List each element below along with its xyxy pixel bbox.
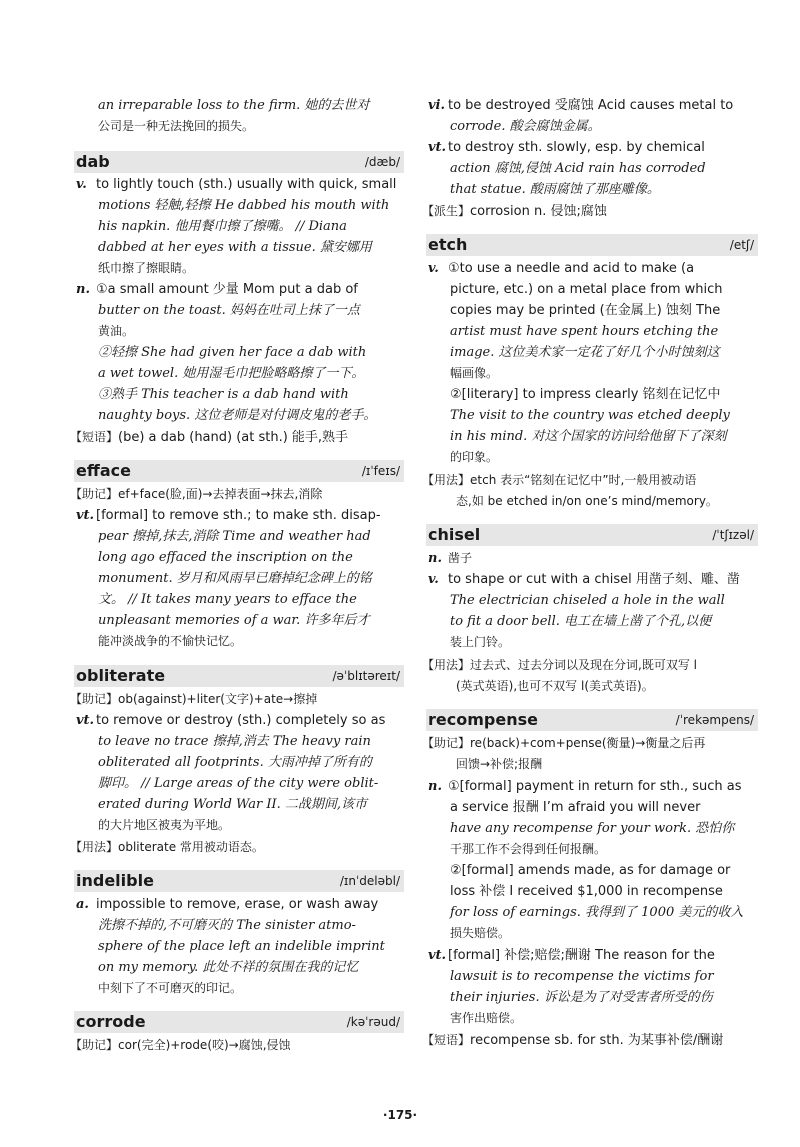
mnemonic-line: 【助记】ob(against)+liter(文字)+ate→擦掉: [70, 692, 318, 706]
page-number: ·175·: [382, 1108, 418, 1122]
usage-line: 【用法】obliterate 常用被动语态。: [70, 840, 264, 854]
pronunciation: /kəˈrəud/: [346, 1015, 400, 1029]
pronunciation: /ˈtʃɪzəl/: [712, 528, 754, 542]
definition-text: to lightly touch (sth.) usually with quick, small: [96, 177, 397, 192]
entry-header-etch: [426, 234, 758, 256]
headword: efface: [76, 461, 131, 480]
usage-line: 【用法】etch 表示“铭刻在记忆中”时,一般用被动语: [422, 473, 697, 487]
headword: recompense: [428, 710, 538, 729]
entry-header-corrode: [74, 1011, 404, 1033]
headword: dab: [76, 152, 110, 171]
pronunciation: /ˈrekəmpens/: [675, 713, 754, 727]
pronunciation: /ɪˈfeɪs/: [361, 464, 400, 478]
phrase-line: 【短语】recompense sb. for sth. 为某事补偿/酬谢: [422, 1033, 724, 1048]
derivative-line: 【派生】corrosion n. 侵蚀;腐蚀: [422, 204, 607, 219]
headword: obliterate: [76, 666, 166, 685]
intro-line-2: 公司是一种无法挽回的损失。: [98, 119, 255, 133]
entry-header-efface: [74, 460, 404, 482]
usage-line: 【用法】过去式、过去分词以及现在分词,既可双写 l: [422, 658, 697, 672]
mnemonic-line: 【助记】re(back)+com+pense(衡量)→衡量之后再: [422, 736, 706, 750]
pronunciation: /etʃ/: [729, 238, 754, 252]
headword: indelible: [76, 871, 154, 890]
headword: corrode: [76, 1012, 146, 1031]
headword: chisel: [428, 525, 481, 544]
pronunciation: /əˈblɪtəreɪt/: [332, 669, 400, 683]
entry-header-obliterate: [74, 665, 404, 687]
phrase-line: 【短语】(be) a dab (hand) (at sth.) 能手,熟手: [70, 430, 349, 445]
mnemonic-line: 【助记】cor(完全)+rode(咬)→腐蚀,侵蚀: [70, 1038, 291, 1052]
entry-header-indelible: [74, 870, 404, 892]
mnemonic-line: 【助记】ef+face(脸,面)→去掉表面→抹去,消除: [70, 487, 323, 501]
pronunciation: /ɪnˈdeləbl/: [339, 874, 400, 888]
pronunciation: /dæb/: [364, 155, 400, 169]
entry-header-dab: [74, 151, 404, 173]
intro-line-1: an irreparable loss to the firm. 她的去世对: [98, 98, 370, 113]
entry-header-chisel: [426, 524, 758, 546]
headword: etch: [428, 235, 468, 254]
entry-header-recompense: [426, 709, 758, 731]
